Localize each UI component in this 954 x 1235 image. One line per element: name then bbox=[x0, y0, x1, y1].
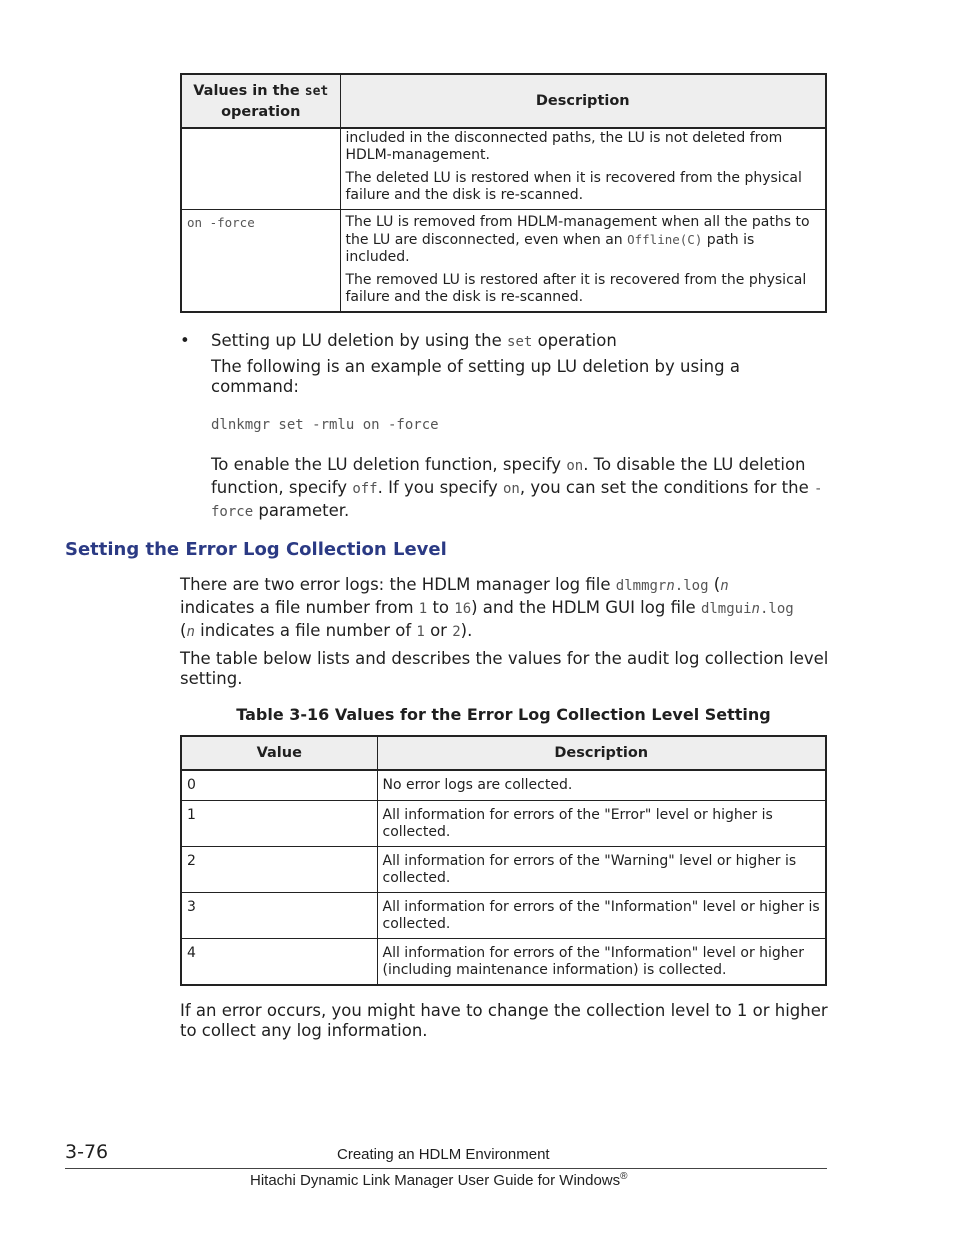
value-cell: 2 bbox=[181, 847, 377, 893]
table-row bbox=[181, 770, 826, 801]
description-text: included in the disconnected paths, the LU is not deleted from HDLM-management. bbox=[345, 130, 783, 163]
table-caption: Table 3-16 Values for the Error Log Collection Level Setting bbox=[236, 705, 771, 724]
error-logs-paragraph: There are two error logs: the HDLM manager log file dlmmgrn.log (n indicates a file number from 1 to 16) and the HDLM GUI log file dlmguin.log (n indicates a file number of 1 or 2). bbox=[180, 575, 794, 640]
description-cell bbox=[340, 210, 826, 313]
description-cell bbox=[340, 128, 826, 210]
header-description: Description bbox=[340, 74, 826, 128]
example-intro: The following is an example of setting up LU deletion by using a command: bbox=[211, 357, 740, 396]
value-cell: on -force bbox=[181, 210, 340, 313]
chapter-title: Creating an HDLM Environment bbox=[337, 1146, 550, 1163]
table-row bbox=[181, 893, 826, 939]
guide-title: Hitachi Dynamic Link Manager User Guide for Windows® bbox=[250, 1171, 628, 1189]
table-header-row bbox=[181, 736, 826, 770]
lu-deletion-bullet bbox=[180, 331, 830, 523]
registered-mark: ® bbox=[620, 1171, 628, 1182]
set-operation-values-table bbox=[180, 73, 827, 313]
header-description: Description bbox=[377, 736, 826, 770]
description-text: The LU is removed from HDLM-management when all the paths to the LU are disconnected, even when an Offline(C) path is included. bbox=[345, 214, 810, 265]
command-example: dlnkmgr set -rmlu on -force bbox=[211, 417, 439, 433]
value-cell bbox=[181, 128, 340, 210]
description-cell: All information for errors of the "Information" level or higher (including maintenance information) is collected. bbox=[377, 939, 826, 986]
table-row bbox=[181, 847, 826, 893]
description-cell: All information for errors of the "Error" level or higher is collected. bbox=[377, 801, 826, 847]
value-cell: 4 bbox=[181, 939, 377, 986]
table-row bbox=[181, 210, 826, 313]
value-cell: 0 bbox=[181, 770, 377, 801]
header-value: Value bbox=[181, 736, 377, 770]
table-row bbox=[181, 939, 826, 986]
footer-divider bbox=[65, 1168, 827, 1169]
error-log-level-table bbox=[180, 735, 827, 986]
table-intro-paragraph: The table below lists and describes the values for the audit log collection level setting. bbox=[180, 649, 829, 688]
description-cell: All information for errors of the "Information" level or higher is collected. bbox=[377, 893, 826, 939]
description-cell: No error logs are collected. bbox=[377, 770, 826, 801]
bullet-item: • Setting up LU deletion by using the set operation bbox=[180, 331, 617, 350]
value-cell: 3 bbox=[181, 893, 377, 939]
bullet-marker: • bbox=[180, 331, 190, 350]
section-heading: Setting the Error Log Collection Level bbox=[65, 539, 447, 560]
description-cell: All information for errors of the "Warning" level or higher is collected. bbox=[377, 847, 826, 893]
description-text: The deleted LU is restored when it is recovered from the physical failure and the disk is re-scanned. bbox=[345, 170, 802, 203]
header-values-in-set-operation: Values in the set operation bbox=[181, 74, 340, 128]
page-number: 3-76 bbox=[65, 1141, 109, 1163]
collection-level-note: If an error occurs, you might have to change the collection level to 1 or higher to collect any log information. bbox=[180, 1001, 828, 1040]
table-header-row bbox=[181, 74, 826, 128]
value-cell: 1 bbox=[181, 801, 377, 847]
table-row bbox=[181, 128, 826, 210]
description-text: The removed LU is restored after it is recovered from the physical failure and the disk is re-scanned. bbox=[345, 272, 807, 305]
table-row bbox=[181, 801, 826, 847]
enable-description: To enable the LU deletion function, specify on. To disable the LU deletion function, specify off. If you specify on, you can set the conditions for the -force parameter. bbox=[211, 455, 823, 520]
